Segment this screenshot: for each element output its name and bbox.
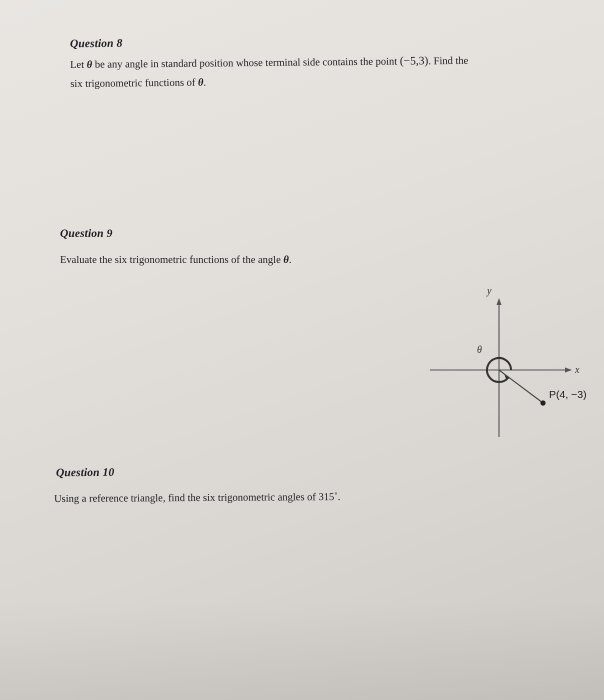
- q8-text-six: six trigonometric functions of: [70, 77, 196, 90]
- point-p-label: P(4, −3): [549, 389, 587, 401]
- q9-period: .: [288, 255, 292, 266]
- page-shadow: [0, 600, 604, 700]
- theta-symbol: θ: [86, 59, 93, 71]
- question-8-title: Question 8: [69, 37, 123, 51]
- x-axis-arrow: [565, 368, 572, 373]
- theta-label: θ: [477, 345, 482, 356]
- question-9-text: [60, 251, 291, 270]
- terminal-side: [499, 370, 543, 403]
- q8-point: (−5,3): [399, 55, 429, 68]
- y-axis-label: y: [487, 286, 492, 297]
- q8-period: .: [203, 77, 207, 89]
- question-9-title: Question 9: [60, 228, 113, 240]
- q9-text: Evaluate the six trigonometric functions of the angle: [60, 255, 281, 266]
- angle-diagram: [420, 280, 604, 445]
- question-8-text: [70, 52, 469, 94]
- question-10-text: Using a reference triangle, find the six trigonometric angles of 315˚.: [54, 492, 341, 505]
- y-axis-arrow: [497, 298, 502, 305]
- theta-symbol: θ: [197, 77, 204, 89]
- x-axis-label: x: [575, 365, 580, 376]
- point-p-dot: [540, 400, 545, 405]
- q8-text-desc: be any angle in standard position whose terminal side contains the point: [94, 56, 398, 71]
- question-10-title: Question 10: [55, 466, 115, 480]
- question-8-line-2: [70, 71, 468, 94]
- q8-text-let: Let: [70, 59, 85, 71]
- theta-symbol: θ: [283, 255, 289, 266]
- q8-text-find: . Find the: [428, 55, 469, 68]
